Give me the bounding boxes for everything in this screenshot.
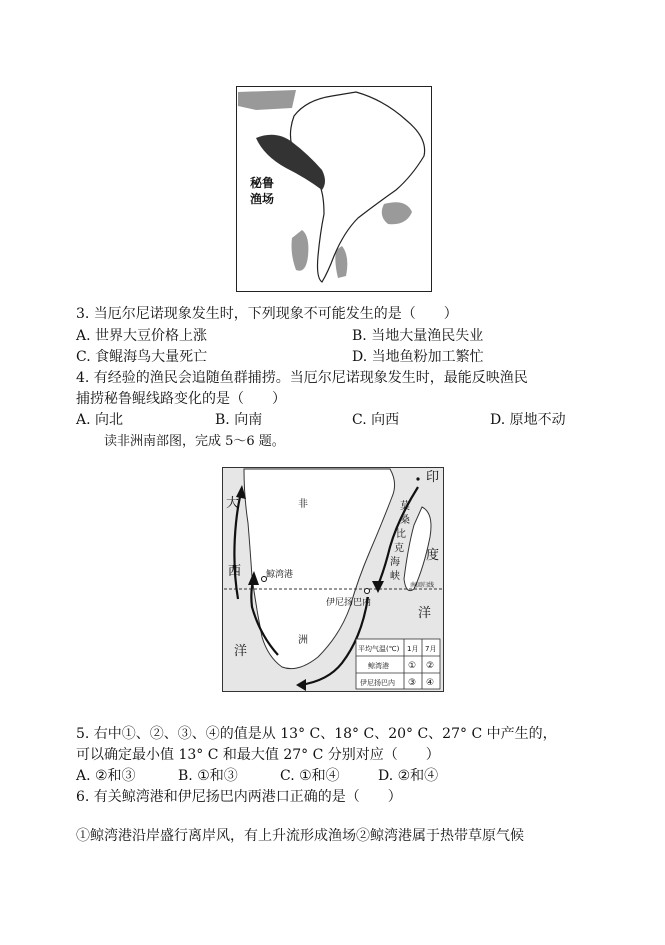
q3-option-d[interactable]: D. 当地鱼粉加工繁忙 [352, 349, 484, 365]
label-yang-left: 洋 [234, 644, 248, 659]
q6-statement: ①鲸湾港沿岸盛行离岸风，有上升流形成渔场②鲸湾港属于热带草原气候 [76, 828, 524, 844]
port-walvis-bay: 鲸湾港 [266, 570, 294, 580]
tropic-label: 南回归线 [410, 582, 435, 589]
table-row2-jul: ④ [426, 678, 435, 688]
table-header-temp: 平均气温(℃) [358, 645, 400, 653]
southern-africa-map [222, 467, 444, 692]
channel-char-5: 海 [390, 557, 400, 568]
q3-option-c[interactable]: C. 食鲲海鸟大量死亡 [76, 349, 208, 365]
table-row2-name: 伊尼扬巴内 [360, 679, 395, 687]
q4-stem-line2: 捕捞秘鲁鲲线路变化的是（ ） [76, 391, 286, 407]
q4-option-b[interactable]: B. 向南 [215, 412, 263, 428]
q5-stem-line1: 5. 右中①、②、③、④的值是从 13° C、18° C、20° C、27° C 中产生的， [76, 726, 557, 742]
label-da: 大 [226, 496, 240, 511]
dot-marker [416, 477, 419, 480]
shaded-area-north [238, 90, 296, 110]
table-row1-name: 鲸湾港 [368, 662, 389, 670]
channel-char-3: 比 [396, 529, 406, 540]
table-row1-jan: ① [408, 661, 417, 671]
label-du: 度 [426, 548, 440, 563]
intro-text: 读非洲南部图，完成 5～6 题。 [104, 434, 285, 449]
label-zhou: 洲 [298, 635, 308, 646]
table-header-jul: 7月 [425, 645, 437, 653]
q3-option-b[interactable]: B. 当地大量渔民失业 [352, 328, 484, 344]
q5-option-c[interactable]: C. ①和④ [280, 768, 340, 784]
table-header-jan: 1月 [407, 645, 419, 653]
south-america-map [236, 86, 432, 292]
table-row2-jan: ③ [408, 678, 417, 688]
q5-option-b[interactable]: B. ①和③ [178, 768, 238, 784]
temperature-table [356, 639, 440, 689]
q5-stem-line2: 可以确定最小值 13° C 和最大值 27° C 分别对应（ ） [76, 747, 440, 763]
q4-stem-line1: 4. 有经验的渔民会追随鱼群捕捞。当厄尔尼诺现象发生时，最能反映渔民 [76, 370, 528, 386]
label-yang-right: 洋 [418, 606, 432, 621]
q3-stem: 3. 当厄尔尼诺现象发生时，下列现象不可能发生的是（ ） [76, 306, 458, 322]
inhambane-dot [365, 589, 370, 594]
label-xi: 西 [228, 564, 242, 579]
channel-char-4: 克 [394, 543, 404, 554]
q4-option-c[interactable]: C. 向西 [352, 412, 400, 428]
table-row1-jul: ② [426, 661, 435, 671]
q5-option-d[interactable]: D. ②和④ [378, 768, 439, 784]
map1-label-line1: 秘鲁 [250, 176, 275, 190]
channel-char-2: 桑 [400, 515, 410, 526]
label-fei: 非 [298, 499, 308, 510]
map1-label-line2: 渔场 [250, 192, 275, 206]
channel-char-6: 峡 [390, 571, 400, 582]
channel-char-1: 莫 [400, 501, 410, 512]
q4-option-a[interactable]: A. 向北 [76, 412, 124, 428]
q6-stem: 6. 有关鲸湾港和伊尼扬巴内两港口正确的是（ ） [76, 789, 402, 805]
q5-option-a[interactable]: A. ②和③ [76, 768, 136, 784]
q4-option-d[interactable]: D. 原地不动 [490, 412, 566, 428]
label-yin: 印 [426, 470, 440, 485]
port-inhambane: 伊尼扬巴内 [326, 598, 372, 608]
q3-option-a[interactable]: A. 世界大豆价格上涨 [76, 328, 208, 344]
